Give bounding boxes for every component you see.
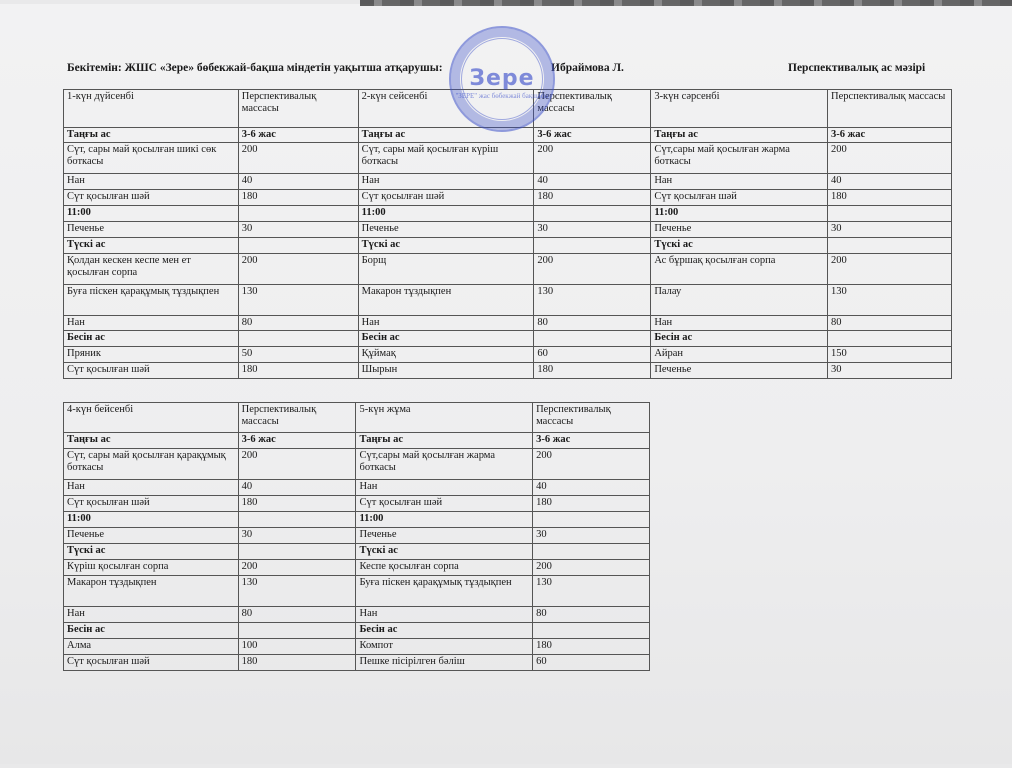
- table-cell: Печенье: [356, 528, 533, 544]
- table-cell: Түскі ас: [356, 544, 533, 560]
- menu-table-days-1-3: [63, 89, 952, 379]
- meal-section-row: [64, 433, 650, 449]
- table-cell: 200: [828, 143, 952, 174]
- table-cell: [238, 238, 358, 254]
- table-cell: 150: [828, 347, 952, 363]
- table-cell: 80: [238, 607, 356, 623]
- table-cell: Печенье: [64, 528, 239, 544]
- table-cell: Қолдан кескен кеспе мен ет қосылған сорпа: [64, 254, 239, 285]
- table-cell: Бесін ас: [358, 331, 534, 347]
- table-cell: Компот: [356, 639, 533, 655]
- table-cell: 11:00: [651, 206, 828, 222]
- table-row: [64, 607, 650, 623]
- table-cell: 180: [238, 363, 358, 379]
- table-cell: 11:00: [64, 206, 239, 222]
- table-row: [64, 655, 650, 671]
- table-cell: 40: [828, 174, 952, 190]
- stamp-word: Зере: [469, 66, 535, 91]
- table-cell: 100: [238, 639, 356, 655]
- table-cell: 180: [533, 639, 650, 655]
- table-row: [64, 347, 952, 363]
- table-cell: Сүт қосылған шәй: [64, 363, 239, 379]
- table-cell: 30: [533, 528, 650, 544]
- table-cell: [534, 238, 651, 254]
- table-cell: 40: [238, 480, 356, 496]
- table-cell: [238, 623, 356, 639]
- table-cell: 130: [534, 285, 651, 316]
- table-cell: 4-күн бейсенбі: [64, 403, 239, 433]
- approval-line: Бекітемін: ЖШС «Зере» бөбекжай-бақша міндетін уақытша атқарушы:: [67, 62, 443, 74]
- table-cell: 3-6 жас: [534, 128, 651, 143]
- table-cell: Нан: [651, 316, 828, 331]
- table-cell: Күріш қосылған сорпа: [64, 560, 239, 576]
- table-cell: 3-6 жас: [828, 128, 952, 143]
- table-cell: Бесін ас: [64, 623, 239, 639]
- table-cell: Перспективалық массасы: [534, 90, 651, 128]
- table-cell: Нан: [651, 174, 828, 190]
- table-cell: [238, 331, 358, 347]
- table-header-row: [64, 403, 650, 433]
- table-cell: Таңғы ас: [356, 433, 533, 449]
- table-cell: 180: [828, 190, 952, 206]
- table-cell: Макарон тұздықпен: [358, 285, 534, 316]
- table-cell: 60: [534, 347, 651, 363]
- table-cell: Перспективалық массасы: [238, 403, 356, 433]
- table-cell: 80: [238, 316, 358, 331]
- table-cell: 200: [238, 143, 358, 174]
- table-cell: 30: [534, 222, 651, 238]
- meal-section-row: [64, 238, 952, 254]
- table-row: [64, 449, 650, 480]
- table-cell: Таңғы ас: [64, 128, 239, 143]
- table-cell: 200: [828, 254, 952, 285]
- table-cell: Алма: [64, 639, 239, 655]
- table-cell: Нан: [64, 316, 239, 331]
- table-cell: Ас бұршақ қосылған сорпа: [651, 254, 828, 285]
- table-cell: Сүт,сары май қосылған жарма боткасы: [356, 449, 533, 480]
- table-row: [64, 528, 650, 544]
- table-row: [64, 560, 650, 576]
- table-cell: Кеспе қосылған сорпа: [356, 560, 533, 576]
- table-cell: 80: [828, 316, 952, 331]
- table-cell: 30: [828, 363, 952, 379]
- table-cell: 80: [534, 316, 651, 331]
- table-cell: 180: [534, 363, 651, 379]
- table-cell: Борщ: [358, 254, 534, 285]
- table-cell: 40: [238, 174, 358, 190]
- table-row: [64, 222, 952, 238]
- document-title: Перспективалық ас мәзірі: [788, 62, 926, 74]
- table-cell: 11:00: [64, 512, 239, 528]
- table-cell: Сүт,сары май қосылған жарма боткасы: [651, 143, 828, 174]
- table-cell: Нан: [358, 174, 534, 190]
- table-header-row: [64, 90, 952, 128]
- table-cell: [828, 331, 952, 347]
- table-cell: Печенье: [651, 363, 828, 379]
- table-cell: [534, 206, 651, 222]
- table-cell: Түскі ас: [64, 238, 239, 254]
- meal-section-row: [64, 623, 650, 639]
- table-cell: Шырын: [358, 363, 534, 379]
- table-cell: 5-күн жұма: [356, 403, 533, 433]
- table-row: [64, 363, 952, 379]
- table-cell: 30: [238, 528, 356, 544]
- table-cell: 180: [238, 655, 356, 671]
- table-row: [64, 254, 952, 285]
- table-cell: Сүт, сары май қосылған қарақұмық боткасы: [64, 449, 239, 480]
- stamp-subtext: "ЗЕРЕ" жас бөбекжай бақшасы: [455, 92, 549, 100]
- table-cell: 30: [828, 222, 952, 238]
- table-cell: [534, 331, 651, 347]
- table-cell: 11:00: [356, 512, 533, 528]
- table-cell: [533, 544, 650, 560]
- table-row: [64, 496, 650, 512]
- meal-section-row: [64, 544, 650, 560]
- table-cell: [238, 206, 358, 222]
- table-cell: 200: [534, 254, 651, 285]
- table-cell: Печенье: [651, 222, 828, 238]
- table-cell: Сүт қосылған шәй: [358, 190, 534, 206]
- table-cell: Түскі ас: [651, 238, 828, 254]
- director-name: Ибраймова Л.: [551, 62, 624, 74]
- meal-section-row: [64, 206, 952, 222]
- table-cell: 180: [238, 190, 358, 206]
- table-cell: 200: [533, 449, 650, 480]
- table-cell: 180: [238, 496, 356, 512]
- table-cell: 1-күн дүйсенбі: [64, 90, 239, 128]
- table-cell: 200: [238, 560, 356, 576]
- table-row: [64, 576, 650, 607]
- table-cell: Сүт қосылған шәй: [64, 190, 239, 206]
- table-cell: Перспективалық массасы: [238, 90, 358, 128]
- table-cell: 80: [533, 607, 650, 623]
- table-row: [64, 143, 952, 174]
- table-cell: Түскі ас: [64, 544, 239, 560]
- table-cell: Сүт, сары май қосылған күріш боткасы: [358, 143, 534, 174]
- table-cell: Таңғы ас: [358, 128, 534, 143]
- table-cell: Құймақ: [358, 347, 534, 363]
- table-cell: [533, 512, 650, 528]
- table-cell: Сүт, сары май қосылған шикі сөк боткасы: [64, 143, 239, 174]
- table-cell: 130: [828, 285, 952, 316]
- table-cell: 30: [238, 222, 358, 238]
- table-cell: 3-күн сәрсенбі: [651, 90, 828, 128]
- table-row: [64, 480, 650, 496]
- table-cell: Түскі ас: [358, 238, 534, 254]
- table-cell: Буға піскен қарақұмық тұздықпен: [64, 285, 239, 316]
- table-cell: [238, 512, 356, 528]
- table-cell: Таңғы ас: [651, 128, 828, 143]
- table-cell: Айран: [651, 347, 828, 363]
- table-cell: Таңғы ас: [64, 433, 239, 449]
- table-cell: 180: [533, 496, 650, 512]
- table-cell: [533, 623, 650, 639]
- table-cell: 3-6 жас: [533, 433, 650, 449]
- table-cell: Палау: [651, 285, 828, 316]
- meal-section-row: [64, 128, 952, 143]
- table-cell: 130: [238, 576, 356, 607]
- table-cell: 200: [534, 143, 651, 174]
- table-cell: Бесін ас: [64, 331, 239, 347]
- table-row: [64, 174, 952, 190]
- table-row: [64, 285, 952, 316]
- table-cell: 200: [238, 254, 358, 285]
- table-cell: Сүт қосылған шәй: [64, 496, 239, 512]
- table-cell: 60: [533, 655, 650, 671]
- table-cell: Перспективалық массасы: [828, 90, 952, 128]
- table-cell: Бесін ас: [356, 623, 533, 639]
- table-cell: [238, 544, 356, 560]
- meal-section-row: [64, 512, 650, 528]
- table-cell: 130: [238, 285, 358, 316]
- table-cell: Нан: [64, 480, 239, 496]
- table-cell: Сүт қосылған шәй: [356, 496, 533, 512]
- table-cell: Печенье: [358, 222, 534, 238]
- table-cell: Буға піскен қарақұмық тұздықпен: [356, 576, 533, 607]
- table-cell: 11:00: [358, 206, 534, 222]
- table-cell: [828, 206, 952, 222]
- table-cell: Макарон тұздықпен: [64, 576, 239, 607]
- table-cell: Сүт қосылған шәй: [651, 190, 828, 206]
- table-cell: 2-күн сейсенбі: [358, 90, 534, 128]
- table-cell: Нан: [64, 174, 239, 190]
- table-cell: Нан: [356, 607, 533, 623]
- table-cell: 50: [238, 347, 358, 363]
- meal-section-row: [64, 331, 952, 347]
- paper-top-edge: [360, 0, 1012, 6]
- table-cell: 200: [238, 449, 356, 480]
- table-cell: 3-6 жас: [238, 433, 356, 449]
- table-row: [64, 639, 650, 655]
- table-cell: 200: [533, 560, 650, 576]
- table-cell: Нан: [358, 316, 534, 331]
- table-cell: 3-6 жас: [238, 128, 358, 143]
- table-cell: 180: [534, 190, 651, 206]
- table-cell: Нан: [356, 480, 533, 496]
- table-cell: Нан: [64, 607, 239, 623]
- table-cell: Печенье: [64, 222, 239, 238]
- table-cell: Сүт қосылған шәй: [64, 655, 239, 671]
- table-cell: Бесін ас: [651, 331, 828, 347]
- table-row: [64, 316, 952, 331]
- table-cell: 130: [533, 576, 650, 607]
- table-cell: Пешке пісірілген бәліш: [356, 655, 533, 671]
- table-cell: 40: [533, 480, 650, 496]
- table-cell: Пряник: [64, 347, 239, 363]
- menu-table-days-4-5: [63, 402, 650, 671]
- table-cell: [828, 238, 952, 254]
- table-cell: Перспективалық массасы: [533, 403, 650, 433]
- table-cell: 40: [534, 174, 651, 190]
- table-row: [64, 190, 952, 206]
